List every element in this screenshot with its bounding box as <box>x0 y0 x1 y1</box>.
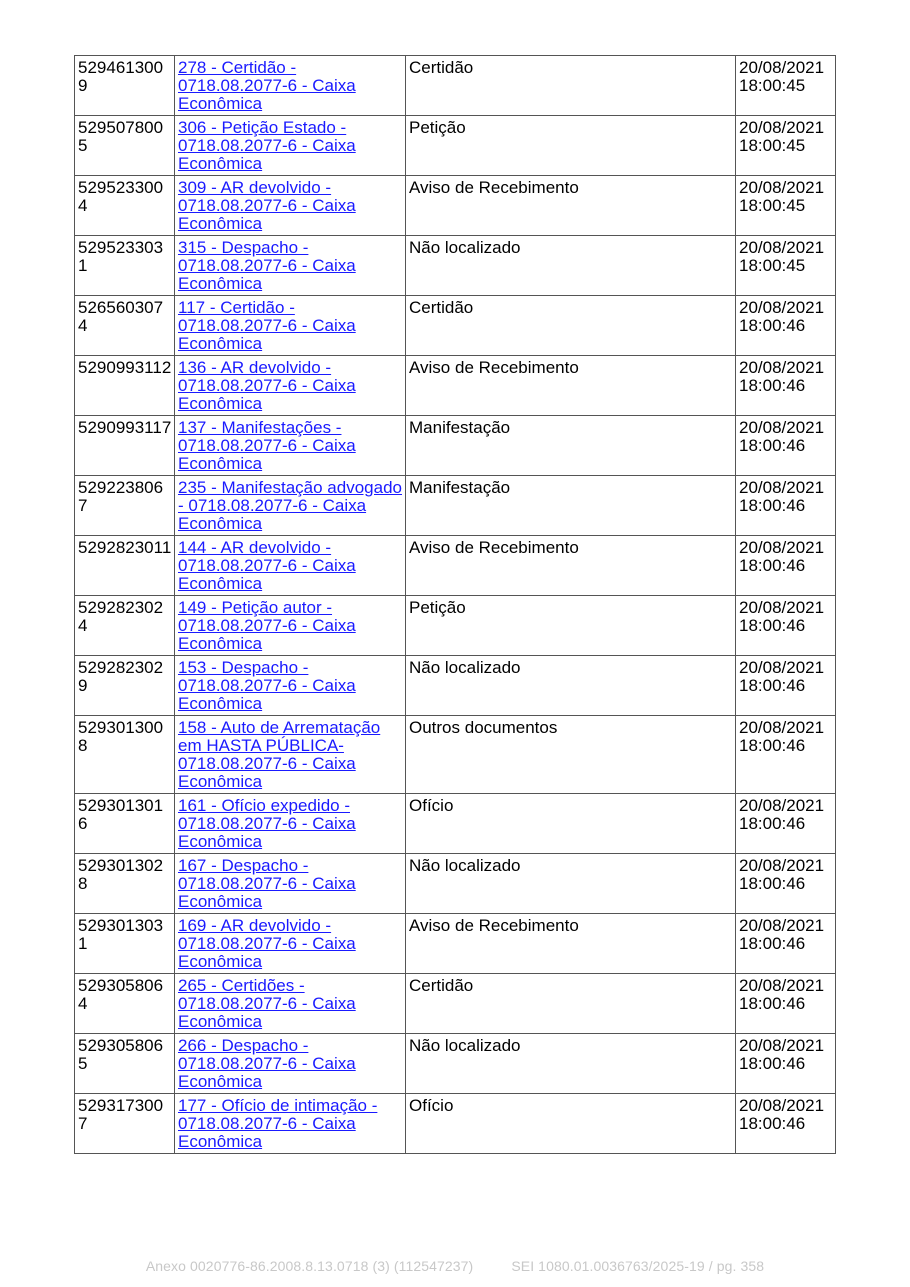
document-cell <box>175 356 406 416</box>
document-link[interactable]: 153 - Despacho - 0718.08.2077-6 - Caixa Econômica <box>178 658 356 713</box>
document-link[interactable]: 235 - Manifestação advogado - 0718.08.2077-6 - Caixa Econômica <box>178 478 402 533</box>
documents-table-body <box>75 56 836 1154</box>
document-date: 20/08/2021 18:00:46 <box>736 794 836 854</box>
document-cell <box>175 794 406 854</box>
document-cell <box>175 914 406 974</box>
document-link[interactable]: 315 - Despacho - 0718.08.2077-6 - Caixa Econômica <box>178 238 356 293</box>
document-link[interactable]: 167 - Despacho - 0718.08.2077-6 - Caixa Econômica <box>178 856 356 911</box>
document-date: 20/08/2021 18:00:46 <box>736 914 836 974</box>
document-cell <box>175 974 406 1034</box>
document-link[interactable]: 158 - Auto de Arrematação em HASTA PÚBLICA- 0718.08.2077-6 - Caixa Econômica <box>178 718 381 791</box>
page-footer <box>0 1258 910 1274</box>
document-id: 5293058064 <box>75 974 175 1034</box>
document-cell <box>175 56 406 116</box>
document-cell <box>175 656 406 716</box>
document-date: 20/08/2021 18:00:46 <box>736 854 836 914</box>
table-row <box>75 794 836 854</box>
document-type: Aviso de Recebimento <box>406 914 736 974</box>
document-id: 5265603074 <box>75 296 175 356</box>
table-row <box>75 56 836 116</box>
table-row <box>75 854 836 914</box>
document-type: Manifestação <box>406 476 736 536</box>
document-link[interactable]: 177 - Ofício de intimação - 0718.08.2077-6 - Caixa Econômica <box>178 1096 378 1151</box>
document-date: 20/08/2021 18:00:46 <box>736 1094 836 1154</box>
footer-annex-reference: Anexo 0020776-86.2008.8.13.0718 (3) (112547237) <box>145 1258 474 1274</box>
document-cell <box>175 296 406 356</box>
document-date: 20/08/2021 18:00:46 <box>736 356 836 416</box>
document-id: 5292823029 <box>75 656 175 716</box>
table-row <box>75 236 836 296</box>
document-id: 5293173007 <box>75 1094 175 1154</box>
table-row <box>75 176 836 236</box>
document-id: 5294613009 <box>75 56 175 116</box>
document-id: 5292823011 <box>75 536 175 596</box>
document-id: 5293058065 <box>75 1034 175 1094</box>
document-type: Aviso de Recebimento <box>406 536 736 596</box>
document-date: 20/08/2021 18:00:45 <box>736 116 836 176</box>
table-row <box>75 356 836 416</box>
document-cell <box>175 116 406 176</box>
table-row <box>75 536 836 596</box>
document-link[interactable]: 278 - Certidão - 0718.08.2077-6 - Caixa Econômica <box>178 58 356 113</box>
document-date: 20/08/2021 18:00:45 <box>736 56 836 116</box>
document-id: 5292238067 <box>75 476 175 536</box>
document-cell <box>175 416 406 476</box>
table-row <box>75 656 836 716</box>
document-cell <box>175 1034 406 1094</box>
document-type: Ofício <box>406 1094 736 1154</box>
document-link[interactable]: 266 - Despacho - 0718.08.2077-6 - Caixa Econômica <box>178 1036 356 1091</box>
table-row <box>75 1034 836 1094</box>
table-row <box>75 974 836 1034</box>
document-link[interactable]: 265 - Certidões - 0718.08.2077-6 - Caixa Econômica <box>178 976 356 1031</box>
document-id: 5293013031 <box>75 914 175 974</box>
document-id: 5295078005 <box>75 116 175 176</box>
document-type: Aviso de Recebimento <box>406 356 736 416</box>
document-type: Não localizado <box>406 656 736 716</box>
document-cell <box>175 1094 406 1154</box>
document-link[interactable]: 169 - AR devolvido - 0718.08.2077-6 - Caixa Econômica <box>178 916 356 971</box>
document-date: 20/08/2021 18:00:46 <box>736 536 836 596</box>
document-cell <box>175 236 406 296</box>
document-date: 20/08/2021 18:00:45 <box>736 176 836 236</box>
document-type: Petição <box>406 596 736 656</box>
document-date: 20/08/2021 18:00:46 <box>736 1034 836 1094</box>
document-type: Não localizado <box>406 1034 736 1094</box>
document-link[interactable]: 306 - Petição Estado - 0718.08.2077-6 - Caixa Econômica <box>178 118 356 173</box>
document-type: Manifestação <box>406 416 736 476</box>
document-id: 5293013008 <box>75 716 175 794</box>
footer-sei-reference: SEI 1080.01.0036763/2025-19 / pg. 358 <box>511 1258 765 1274</box>
document-cell <box>175 854 406 914</box>
document-type: Ofício <box>406 794 736 854</box>
table-row <box>75 476 836 536</box>
document-link[interactable]: 117 - Certidão - 0718.08.2077-6 - Caixa Econômica <box>178 298 356 353</box>
document-link[interactable]: 137 - Manifestações - 0718.08.2077-6 - Caixa Econômica <box>178 418 356 473</box>
document-type: Não localizado <box>406 854 736 914</box>
document-link[interactable]: 149 - Petição autor - 0718.08.2077-6 - Caixa Econômica <box>178 598 356 653</box>
document-type: Certidão <box>406 56 736 116</box>
document-type: Petição <box>406 116 736 176</box>
document-link[interactable]: 309 - AR devolvido - 0718.08.2077-6 - Caixa Econômica <box>178 178 356 233</box>
table-row <box>75 914 836 974</box>
document-id: 5290993117 <box>75 416 175 476</box>
document-link[interactable]: 161 - Ofício expedido - 0718.08.2077-6 - Caixa Econômica <box>178 796 356 851</box>
table-row <box>75 116 836 176</box>
document-type: Certidão <box>406 296 736 356</box>
document-id: 5293013028 <box>75 854 175 914</box>
document-type: Não localizado <box>406 236 736 296</box>
document-date: 20/08/2021 18:00:46 <box>736 716 836 794</box>
document-type: Aviso de Recebimento <box>406 176 736 236</box>
document-date: 20/08/2021 18:00:46 <box>736 296 836 356</box>
document-cell <box>175 536 406 596</box>
document-type: Certidão <box>406 974 736 1034</box>
document-date: 20/08/2021 18:00:46 <box>736 974 836 1034</box>
document-cell <box>175 716 406 794</box>
document-date: 20/08/2021 18:00:46 <box>736 656 836 716</box>
document-id: 5295233031 <box>75 236 175 296</box>
document-date: 20/08/2021 18:00:46 <box>736 476 836 536</box>
document-cell <box>175 476 406 536</box>
document-date: 20/08/2021 18:00:46 <box>736 416 836 476</box>
documents-table <box>74 55 836 1154</box>
table-row <box>75 596 836 656</box>
table-row <box>75 296 836 356</box>
document-link[interactable]: 144 - AR devolvido - 0718.08.2077-6 - Caixa Econômica <box>178 538 356 593</box>
document-id: 5290993112 <box>75 356 175 416</box>
document-id: 5295233004 <box>75 176 175 236</box>
document-type: Outros documentos <box>406 716 736 794</box>
table-row <box>75 416 836 476</box>
table-row <box>75 1094 836 1154</box>
document-date: 20/08/2021 18:00:46 <box>736 596 836 656</box>
document-date: 20/08/2021 18:00:45 <box>736 236 836 296</box>
table-row <box>75 716 836 794</box>
document-link[interactable]: 136 - AR devolvido - 0718.08.2077-6 - Caixa Econômica <box>178 358 356 413</box>
document-id: 5293013016 <box>75 794 175 854</box>
document-id: 5292823024 <box>75 596 175 656</box>
document-cell <box>175 596 406 656</box>
document-cell <box>175 176 406 236</box>
